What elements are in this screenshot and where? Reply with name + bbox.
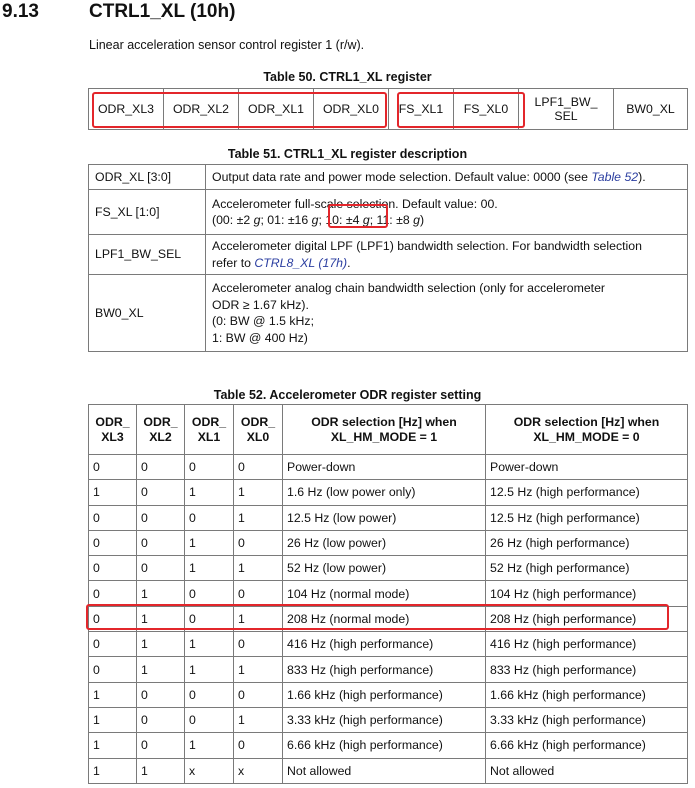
odr-bit-cell: 1 <box>185 632 234 657</box>
odr-bit-cell: 0 <box>89 530 137 555</box>
odr-selection-cell: 12.5 Hz (low power) <box>283 505 486 530</box>
desc-line <box>212 212 681 229</box>
desc-text-part: refer to <box>212 255 255 270</box>
odr-selection-cell: 208 Hz (high performance) <box>486 606 688 631</box>
odr-bit-cell: 0 <box>234 733 283 758</box>
odr-bit-cell: 0 <box>89 455 137 480</box>
odr-bit-cell: 0 <box>137 455 185 480</box>
odr-row <box>89 632 688 657</box>
desc-line: Accelerometer digital LPF (LPF1) bandwidth selection. For bandwidth selection <box>212 239 642 253</box>
odr-bit-cell: x <box>185 758 234 783</box>
col-header-line: XL_HM_MODE = 1 <box>330 429 438 444</box>
col-header-line: ODR_ <box>95 414 130 429</box>
odr-header-row <box>89 405 688 455</box>
odr-bit-cell: 1 <box>89 733 137 758</box>
odr-bit-cell: 1 <box>137 758 185 783</box>
bit-lpf1-line2: SEL <box>554 109 578 123</box>
odr-row <box>89 505 688 530</box>
desc-text <box>206 235 688 275</box>
odr-bit-cell: 1 <box>185 530 234 555</box>
col-header <box>137 405 185 455</box>
odr-bit-cell: 1 <box>234 606 283 631</box>
table51-caption: Table 51. CTRL1_XL register description <box>227 147 468 161</box>
odr-selection-cell: 3.33 kHz (high performance) <box>486 707 688 732</box>
odr-bit-cell: 1 <box>234 707 283 732</box>
odr-bit-cell: 1 <box>89 682 137 707</box>
desc-row <box>89 190 688 235</box>
bit-odr-xl3: ODR_XL3 <box>89 89 164 130</box>
odr-selection-cell: Not allowed <box>486 758 688 783</box>
desc-row <box>89 235 688 275</box>
odr-selection-cell: 6.66 kHz (high performance) <box>486 733 688 758</box>
odr-bit-cell: 1 <box>234 480 283 505</box>
odr-bit-cell: 1 <box>89 480 137 505</box>
odr-bit-cell: 0 <box>89 505 137 530</box>
odr-bit-cell: 0 <box>185 455 234 480</box>
odr-row <box>89 758 688 783</box>
odr-row <box>89 556 688 581</box>
col-header <box>486 405 688 455</box>
desc-text <box>206 190 688 235</box>
odr-bit-cell: 0 <box>234 530 283 555</box>
odr-bit-cell: 0 <box>137 682 185 707</box>
desc-text-part: ) <box>419 213 425 227</box>
odr-row <box>89 733 688 758</box>
odr-selection-cell: 6.66 kHz (high performance) <box>283 733 486 758</box>
desc-text-part: ; 11: ±8 <box>369 213 414 227</box>
bit-odr-xl0: ODR_XL0 <box>314 89 389 130</box>
col-header <box>283 405 486 455</box>
odr-bit-cell: 0 <box>89 632 137 657</box>
odr-selection-cell: 26 Hz (high performance) <box>486 530 688 555</box>
odr-bit-cell: 0 <box>234 632 283 657</box>
col-header-line: ODR_ <box>240 414 276 429</box>
unit-g: g <box>253 213 261 227</box>
odr-selection-cell: 833 Hz (high performance) <box>486 657 688 682</box>
desc-text-part: ; 01: ±16 <box>260 213 312 227</box>
table50-caption: Table 50. CTRL1_XL register <box>263 70 432 84</box>
desc-field: ODR_XL [3:0] <box>89 165 206 190</box>
odr-selection-cell: Not allowed <box>283 758 486 783</box>
desc-text-part: Output data rate and power mode selection. Default value: 0000 (see <box>212 169 592 184</box>
odr-selection-cell: 416 Hz (high performance) <box>283 632 486 657</box>
col-header-line: ODR selection [Hz] when <box>513 414 660 429</box>
odr-selection-cell: 104 Hz (normal mode) <box>283 581 486 606</box>
odr-row <box>89 682 688 707</box>
desc-row <box>89 275 688 352</box>
desc-line: (0: BW @ 1.5 kHz; <box>212 314 314 328</box>
odr-bit-cell: 1 <box>185 657 234 682</box>
odr-row <box>89 480 688 505</box>
bit-bw0-xl: BW0_XL <box>614 89 688 130</box>
section-intro: Linear acceleration sensor control register 1 (r/w). <box>89 38 365 52</box>
odr-bit-cell: 1 <box>137 632 185 657</box>
odr-bit-cell: 0 <box>137 530 185 555</box>
odr-selection-cell: 52 Hz (low power) <box>283 556 486 581</box>
odr-bit-cell: 0 <box>185 505 234 530</box>
odr-bit-cell: x <box>234 758 283 783</box>
odr-bit-cell: 1 <box>185 733 234 758</box>
desc-text-part: ). <box>638 169 646 184</box>
ctrl8-link[interactable]: CTRL8_XL (17h) <box>254 255 348 270</box>
odr-bit-cell: 0 <box>137 707 185 732</box>
desc-line: Accelerometer analog chain bandwidth selection (only for accelerometer <box>212 281 606 295</box>
odr-bit-cell: 0 <box>89 581 137 606</box>
odr-selection-cell: 52 Hz (high performance) <box>486 556 688 581</box>
odr-bit-cell: 1 <box>234 657 283 682</box>
col-header <box>185 405 234 455</box>
odr-selection-cell: 12.5 Hz (high performance) <box>486 480 688 505</box>
col-header-line: XL1 <box>197 429 221 444</box>
bit-lpf1-bw-sel <box>519 89 614 130</box>
odr-row <box>89 530 688 555</box>
desc-line: Accelerometer full-scale selection. Default value: 00. <box>212 196 498 211</box>
table52-caption: Table 52. Accelerometer ODR register setting <box>213 388 482 402</box>
odr-bit-cell: 1 <box>185 480 234 505</box>
desc-text-part: ; <box>318 213 326 227</box>
desc-line: 1: BW @ 400 Hz) <box>212 330 308 345</box>
desc-text-part: . <box>347 255 351 270</box>
col-header <box>234 405 283 455</box>
desc-field: FS_XL [1:0] <box>89 190 206 235</box>
odr-bit-cell: 0 <box>185 581 234 606</box>
col-header-line: ODR_ <box>191 414 227 429</box>
odr-bit-cell: 1 <box>137 657 185 682</box>
description-table <box>88 164 688 352</box>
col-header-line: ODR selection [Hz] when <box>311 414 457 429</box>
unit-g: g <box>413 213 420 227</box>
odr-bit-cell: 0 <box>137 556 185 581</box>
odr-bit-cell: 0 <box>89 606 137 631</box>
bit-odr-xl2: ODR_XL2 <box>164 89 239 130</box>
desc-line <box>212 255 681 272</box>
odr-bit-cell: 0 <box>137 505 185 530</box>
odr-bit-cell: 1 <box>137 606 185 631</box>
section-title: CTRL1_XL (10h) <box>89 1 236 22</box>
bit-fs-xl1: FS_XL1 <box>389 89 454 130</box>
section-number: 9.13 <box>2 1 39 22</box>
odr-bit-cell: 1 <box>89 758 137 783</box>
bit-lpf1-line1: LPF1_BW_ <box>534 95 598 109</box>
odr-bit-cell: 0 <box>185 682 234 707</box>
odr-bit-cell: 0 <box>234 581 283 606</box>
odr-bit-cell: 0 <box>234 682 283 707</box>
desc-text <box>206 165 688 190</box>
odr-table <box>88 404 688 784</box>
odr-selection-cell: 1.66 kHz (high performance) <box>486 682 688 707</box>
odr-bit-cell: 0 <box>89 657 137 682</box>
col-header-line: XL_HM_MODE = 0 <box>533 429 640 444</box>
odr-selection-cell: 12.5 Hz (high performance) <box>486 505 688 530</box>
col-header-line: XL0 <box>246 429 270 444</box>
odr-selection-cell: 833 Hz (high performance) <box>283 657 486 682</box>
odr-selection-cell: 104 Hz (high performance) <box>486 581 688 606</box>
odr-row <box>89 657 688 682</box>
desc-row <box>89 165 688 190</box>
odr-selection-cell: 1.66 kHz (high performance) <box>283 682 486 707</box>
odr-bit-cell: 1 <box>89 707 137 732</box>
odr-selection-cell: 26 Hz (low power) <box>283 530 486 555</box>
desc-field: LPF1_BW_SEL <box>89 235 206 275</box>
fs-highlight-text: 10: ±4 <box>325 213 363 227</box>
odr-bit-cell: 0 <box>234 455 283 480</box>
unit-g: g <box>311 213 319 227</box>
col-header <box>89 405 137 455</box>
odr-bit-cell: 1 <box>234 556 283 581</box>
bit-fs-xl0: FS_XL0 <box>454 89 519 130</box>
odr-selection-cell: 416 Hz (high performance) <box>486 632 688 657</box>
odr-selection-cell: 1.6 Hz (low power only) <box>283 480 486 505</box>
odr-row <box>89 606 688 631</box>
col-header-line: XL3 <box>101 429 124 444</box>
col-header-line: XL2 <box>149 429 172 444</box>
odr-bit-cell: 1 <box>137 581 185 606</box>
odr-bit-cell: 0 <box>137 480 185 505</box>
odr-selection-cell: 208 Hz (normal mode) <box>283 606 486 631</box>
odr-row <box>89 455 688 480</box>
table52-link[interactable]: Table 52 <box>591 169 639 184</box>
odr-bit-cell: 1 <box>234 505 283 530</box>
bit-odr-xl1: ODR_XL1 <box>239 89 314 130</box>
desc-field: BW0_XL <box>89 275 206 352</box>
odr-selection-cell: 3.33 kHz (high performance) <box>283 707 486 732</box>
odr-row <box>89 581 688 606</box>
desc-text <box>206 275 688 352</box>
col-header-line: ODR_ <box>143 414 178 429</box>
register-table <box>88 88 688 130</box>
unit-g: g <box>362 213 370 227</box>
desc-line: ODR ≥ 1.67 kHz). <box>212 297 309 312</box>
odr-bit-cell: 1 <box>185 556 234 581</box>
odr-row <box>89 707 688 732</box>
odr-selection-cell: Power-down <box>283 455 486 480</box>
odr-bit-cell: 0 <box>185 606 234 631</box>
odr-bit-cell: 0 <box>185 707 234 732</box>
odr-bit-cell: 0 <box>89 556 137 581</box>
desc-text-part: (00: ±2 <box>212 213 254 227</box>
odr-bit-cell: 0 <box>137 733 185 758</box>
odr-selection-cell: Power-down <box>486 455 688 480</box>
